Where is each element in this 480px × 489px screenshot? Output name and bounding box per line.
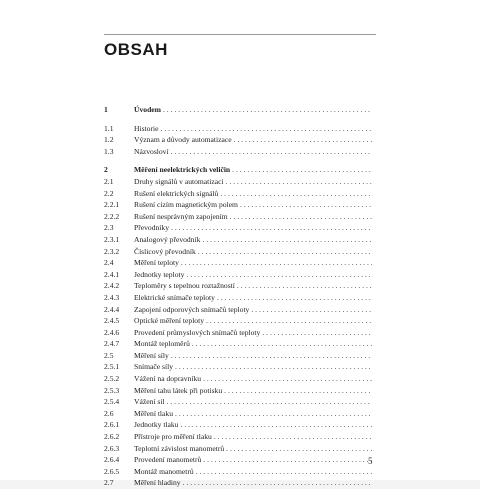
toc-entry-number: 2.5.4 <box>104 397 120 407</box>
toc-entry-number: 2.4.1 <box>104 269 120 279</box>
toc-entry <box>104 466 372 478</box>
toc-dot-leader <box>163 104 372 116</box>
toc-entry-title: Rušení elektrických signálů <box>134 188 219 198</box>
toc-dot-leader <box>262 327 372 339</box>
toc-entry-number: 2.6.5 <box>104 466 120 476</box>
toc-entry-title: Měření hladiny <box>134 478 181 488</box>
toc-entry-number: 1.2 <box>104 135 114 145</box>
toc-entry <box>104 431 372 443</box>
toc-entry <box>104 350 372 362</box>
toc-entry <box>104 234 372 246</box>
toc-entry-title: Analogový převodník <box>134 234 201 244</box>
toc-entry-number: 2.4 <box>104 258 114 268</box>
toc-entry <box>104 454 372 466</box>
toc-dot-leader <box>175 361 372 373</box>
toc-entry-number: 2.5.1 <box>104 362 120 372</box>
toc-entry <box>104 280 372 292</box>
toc-entry-title: Měření tlaku <box>134 408 174 418</box>
toc-entry-title: Přístroje pro měření tlaku <box>134 432 212 442</box>
toc-entry-title: Rušení cizím magnetickým polem <box>134 200 238 210</box>
toc-dot-leader <box>160 123 372 135</box>
toc-entry-title: Montáž teploměrů <box>134 339 190 349</box>
toc-entry-number: 2.6.2 <box>104 432 120 442</box>
toc-entry <box>104 408 372 420</box>
toc-entry <box>104 361 372 373</box>
toc-entry-number: 1 <box>104 105 108 114</box>
toc-entry <box>104 257 372 269</box>
toc-entry <box>104 199 372 211</box>
toc-entry-title: Měření neelektrických veličin <box>134 165 231 175</box>
toc-dot-leader <box>171 146 372 158</box>
toc-entry-title: Optické měření teploty <box>134 316 205 326</box>
toc-entry-title: Jednotky tlaku <box>134 420 179 430</box>
toc-entry-title: Provedení průmyslových snímačů teploty <box>134 327 261 337</box>
toc-entry-number: 2.4.2 <box>104 281 120 291</box>
toc-entry-title: Měření teploty <box>134 258 179 268</box>
page-title: OBSAH <box>104 40 168 59</box>
toc-entry-title: Zapojení odporových snímačů teploty <box>134 304 250 314</box>
toc-dot-leader <box>183 477 372 489</box>
toc-dot-leader <box>217 292 372 304</box>
toc-entry <box>104 211 372 223</box>
toc-dot-leader <box>230 211 372 223</box>
toc-entry <box>104 188 372 200</box>
table-of-contents <box>104 104 372 489</box>
toc-entry <box>104 443 372 455</box>
toc-entry <box>104 146 372 158</box>
toc-entry-number: 2.2.2 <box>104 211 120 221</box>
toc-entry <box>104 338 372 350</box>
toc-entry-number: 2.6.1 <box>104 420 120 430</box>
toc-dot-leader <box>181 257 372 269</box>
toc-entry-number: 2.4.5 <box>104 316 120 326</box>
toc-entry <box>104 269 372 281</box>
toc-dot-leader <box>202 234 372 246</box>
toc-dot-leader <box>224 385 372 397</box>
toc-entry-number: 2.3.2 <box>104 246 120 256</box>
toc-entry-number: 2.1 <box>104 176 114 186</box>
toc-dot-leader <box>214 431 372 443</box>
toc-entry <box>104 477 372 489</box>
toc-entry <box>104 134 372 146</box>
toc-dot-leader <box>232 164 372 176</box>
header-rule <box>104 34 376 35</box>
toc-entry-title: Názvosloví <box>134 146 169 156</box>
toc-dot-leader <box>220 188 372 200</box>
toc-dot-leader <box>192 338 372 350</box>
toc-entry-title: Teplotní závislost manometrů <box>134 443 225 453</box>
toc-entry-title: Teploměry s tepelnou roztažností <box>134 281 235 291</box>
page-number: 5 <box>368 456 373 466</box>
toc-dot-leader <box>240 199 372 211</box>
toc-dot-leader <box>234 134 372 146</box>
toc-dot-leader <box>181 419 372 431</box>
toc-entry <box>104 123 372 135</box>
toc-dot-leader <box>203 373 372 385</box>
toc-entry-number: 2.4.7 <box>104 339 120 349</box>
toc-dot-leader <box>226 176 372 188</box>
toc-entry-title: Druhy signálů v automatizaci <box>134 176 224 186</box>
toc-entry-title: Měření tahu látek při potisku <box>134 385 223 395</box>
toc-entry-number: 2.3 <box>104 223 114 233</box>
toc-entry-title: Snímače síly <box>134 362 174 372</box>
toc-dot-leader <box>203 454 372 466</box>
toc-entry-title: Měření síly <box>134 350 169 360</box>
toc-entry-title: Historie <box>134 123 159 133</box>
toc-entry-number: 2 <box>104 165 108 175</box>
toc-entry-number: 1.1 <box>104 123 114 133</box>
toc-entry-title: Úvodem <box>134 105 161 114</box>
toc-dot-leader <box>206 315 372 327</box>
toc-dot-leader <box>251 304 372 316</box>
toc-entry <box>104 373 372 385</box>
toc-entry-title: Převodníky <box>134 223 170 233</box>
toc-entry-number: 2.3.1 <box>104 234 120 244</box>
toc-entry <box>104 246 372 258</box>
toc-entry-title: Elektrické snímače teploty <box>134 292 215 302</box>
toc-dot-leader <box>237 280 372 292</box>
toc-entry-title: Montáž manometrů <box>134 466 194 476</box>
toc-entry-title: Provedení manometrů <box>134 455 202 465</box>
toc-entry-number: 2.4.6 <box>104 327 120 337</box>
toc-dot-leader <box>175 408 372 420</box>
toc-entry-number: 2.5.2 <box>104 374 120 384</box>
toc-entry-number: 2.6.4 <box>104 455 120 465</box>
toc-dot-leader <box>198 246 372 258</box>
toc-dot-leader <box>196 466 372 478</box>
toc-entry <box>104 327 372 339</box>
toc-entry-title: Rušení nesprávným zapojením <box>134 211 228 221</box>
toc-entry-number: 2.4.3 <box>104 292 120 302</box>
toc-dot-leader <box>171 350 372 362</box>
toc-entry-title: Vážení sil <box>134 397 165 407</box>
toc-entry <box>104 292 372 304</box>
toc-entry <box>104 315 372 327</box>
toc-entry-title: Vážení na dopravníku <box>134 374 202 384</box>
toc-entry <box>104 222 372 234</box>
toc-entry <box>104 304 372 316</box>
toc-entry-number: 1.3 <box>104 146 114 156</box>
toc-dot-leader <box>226 443 372 455</box>
toc-entry-title: Význam a důvody automatizace <box>134 135 232 145</box>
toc-entry-title: Číslicový převodník <box>134 246 196 256</box>
toc-entry-number: 2.7 <box>104 478 114 488</box>
toc-entry-number: 2.2 <box>104 188 114 198</box>
toc-entry <box>104 164 372 176</box>
toc-entry <box>104 176 372 188</box>
toc-entry <box>104 396 372 408</box>
toc-entry-number: 2.6.3 <box>104 443 120 453</box>
toc-entry <box>104 419 372 431</box>
toc-entry-number: 2.5 <box>104 350 114 360</box>
toc-dot-leader <box>167 396 372 408</box>
toc-entry-number: 2.5.3 <box>104 385 120 395</box>
toc-entry-title: Jednotky teploty <box>134 269 185 279</box>
toc-dot-leader <box>171 222 372 234</box>
toc-entry-number: 2.4.4 <box>104 304 120 314</box>
toc-entry <box>104 385 372 397</box>
toc-entry-number: 2.2.1 <box>104 200 120 210</box>
toc-entry <box>104 104 372 116</box>
toc-entry-number: 2.6 <box>104 408 114 418</box>
toc-dot-leader <box>186 269 372 281</box>
